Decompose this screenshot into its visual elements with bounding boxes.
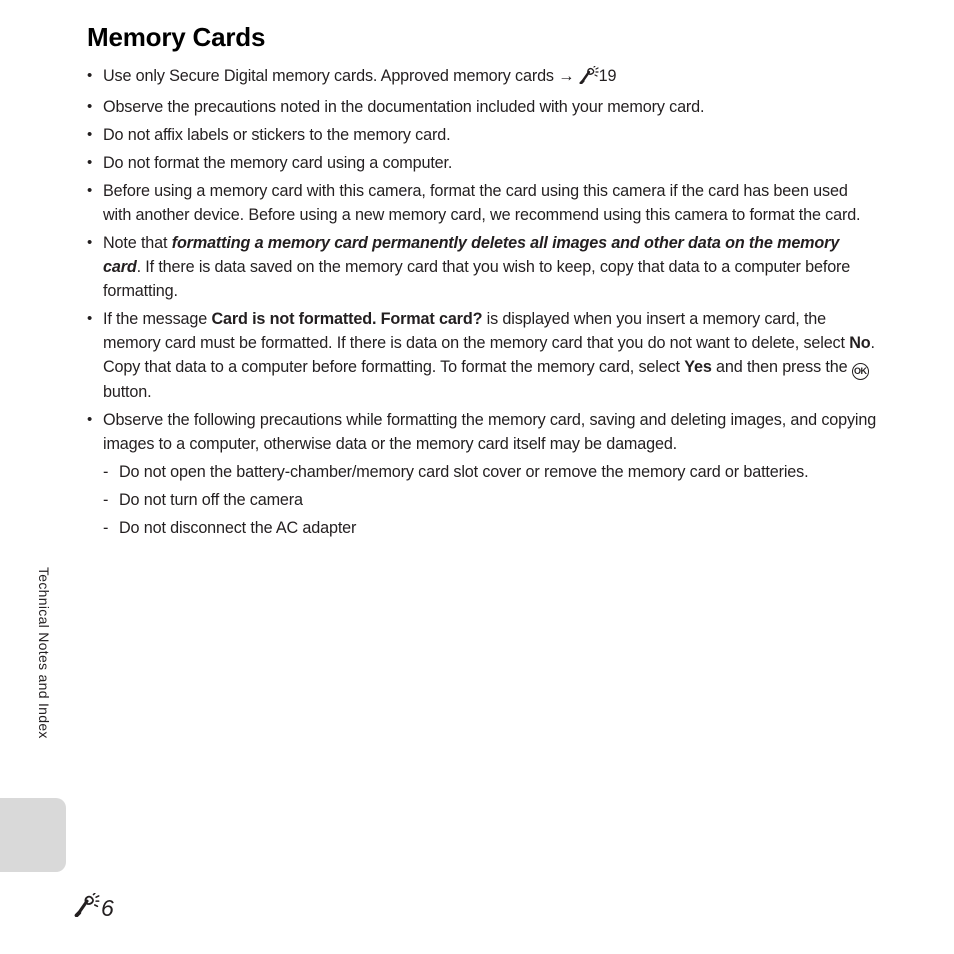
section-side-label: Technical Notes and Index bbox=[36, 567, 52, 739]
list-item: • Do not affix labels or stickers to the memory card. bbox=[87, 123, 877, 147]
no-option: No bbox=[849, 334, 871, 352]
sub-list-item: - Do not turn off the camera bbox=[103, 488, 877, 512]
list-item: • Do not format the memory card using a computer. bbox=[87, 151, 877, 175]
reference-page-number: 19 bbox=[598, 67, 617, 85]
ok-button-icon: OK bbox=[852, 363, 869, 380]
page-number: 6 bbox=[101, 894, 114, 921]
sub-list-item: - Do not open the battery-chamber/memory card slot cover or remove the memory card or batteries. bbox=[103, 460, 877, 484]
sub-list-item: - Do not disconnect the AC adapter bbox=[103, 516, 877, 540]
section-tab bbox=[0, 798, 66, 872]
list-item: • If the message Card is not formatted. Format card? is displayed when you insert a memory card, the memory card must be formatted. If there is data on the memory card that you do not want to delete, select No. Copy that data to a computer before formatting. To format the memory card, select Yes and then press the OK button. bbox=[87, 307, 877, 404]
page-footer bbox=[74, 893, 114, 923]
list-item: • Observe the following precautions while formatting the memory card, saving and deleting images, and copying images to a computer, otherwise data or the memory card itself may be damaged. - Do not open the battery-chamber/memory card slot cover or remove the memory card or batteries. - Do not turn off the camera - Do not disconnect the AC adapter bbox=[87, 408, 877, 540]
right-arrow-icon: → bbox=[558, 67, 575, 85]
list-item: • Observe the precautions noted in the documentation included with your memory card. bbox=[87, 95, 877, 119]
yes-option: Yes bbox=[684, 358, 712, 376]
technical-notes-reference-icon bbox=[579, 66, 599, 91]
page-title: Memory Cards bbox=[87, 22, 266, 52]
precautions-list bbox=[87, 64, 877, 540]
technical-notes-reference-icon bbox=[74, 893, 100, 923]
list-item: • Note that formatting a memory card permanently deletes all images and other data on the memory card. If there is data saved on the memory card that you wish to keep, copy that data to a computer before formatting. bbox=[87, 231, 877, 303]
card-not-formatted-message: Card is not formatted. Format card? bbox=[211, 310, 483, 328]
list-item: • Use only Secure Digital memory cards. Approved memory cards → 19 bbox=[87, 64, 877, 91]
sub-precautions-list bbox=[103, 460, 877, 540]
list-item: • Before using a memory card with this camera, format the card using this camera if the card has been used with another device. Before using a new memory card, we recommend using this camera to format the card. bbox=[87, 179, 877, 227]
formatting-warning-emphasis: formatting a memory card permanently deletes all images and other data on the memory card bbox=[103, 234, 840, 276]
page-content bbox=[87, 64, 877, 544]
